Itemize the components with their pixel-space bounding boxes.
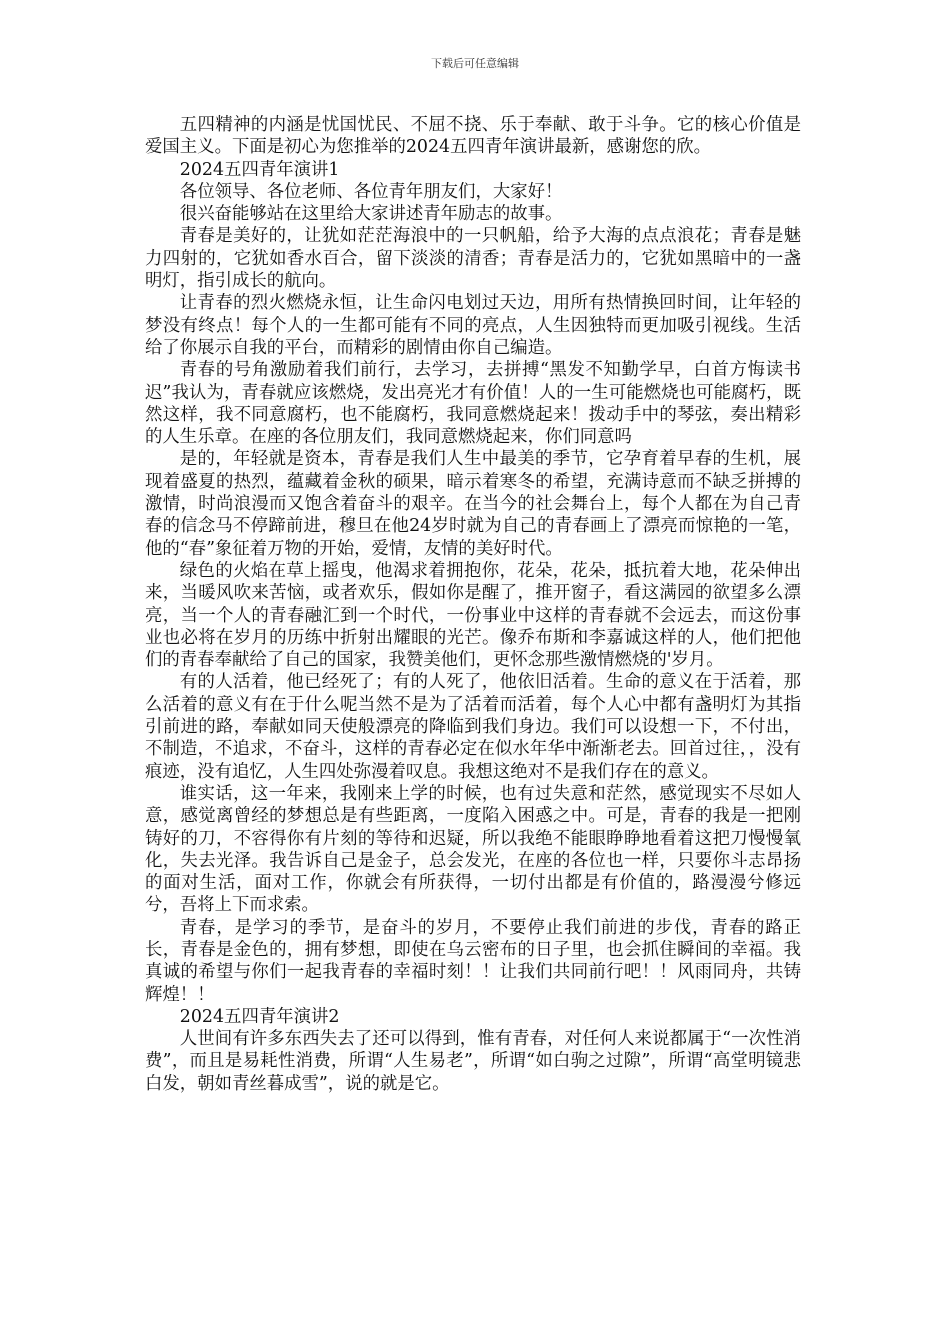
speech-1-heading: 2024五四青年演讲1 (179, 159, 340, 180)
body-paragraph: 让青春的烈火燃烧永恒，让生命闪电划过天边，用所有热情换回时间，让年轻的梦没有终点！每个人的一生都可能有不同的亮点，人生因独特而更加吸引视线。生活给了你展示自我的平台，而精彩的剧情由你自己编造。 (145, 293, 801, 358)
body-paragraph: 是的，年轻就是资本，青春是我们人生中最美的季节，它孕育着早春的生机，展现着盛夏的热烈，蕴藏着金秋的硕果，暗示着寒冬的希望，充满诗意而不缺乏拼搏的激情，时尚浪漫而又饱含着奋斗的艰辛。在当今的社会舞台上，每个人都在为自己青春的信念马不停蹄前进，穆旦在他24岁时就为自己的青春画上了漂亮而惊艳的一笔，他的“春”象征着万物的开始，爱情，友情的美好时代。 (145, 449, 801, 559)
page-header: 下载后可任意编辑 (431, 57, 519, 70)
body-paragraph: 人世间有许多东西失去了还可以得到，惟有青春，对任何人来说都属于“一次性消费”，而且是易耗性消费，所谓“人生易老”，所谓“如白驹之过隙”，所谓“高堂明镜悲白发，朝如青丝暮成雪”，说的就是它。 (145, 1029, 801, 1094)
body-paragraph: 绿色的火焰在草上摇曳，他渴求着拥抱你，花朵，花朵，抵抗着大地，花朵伸出来，当暖风吹来苦恼，或者欢乐，假如你是醒了，推开窗子，看这满园的欲望多么漂亮，当一个人的青春融汇到一个时代，一份事业中这样的青春就不会远去，而这份事业也必将在岁月的历练中折射出耀眼的光芒。像乔布斯和李嘉诚这样的人，他们把他们的青春奉献给了自己的国家，我赞美他们，更怀念那些激情燃烧的'岁月。 (145, 560, 801, 671)
greeting-paragraph: 各位领导、各位老师、各位青年朋友们，大家好！ (179, 181, 563, 202)
body-paragraph: 青春，是学习的季节，是奋斗的岁月，不要停止我们前进的步伐，青春的路正长，青春是金色的，拥有梦想，即使在乌云密布的日子里，也会抓住瞬间的幸福。我真诚的希望与你们一起我青春的幸福时刻！！让我们共同前行吧！！风雨同舟，共铸辉煌！！ (145, 917, 801, 1005)
speech-2-heading: 2024五四青年演讲2 (179, 1006, 340, 1027)
body-paragraph: 有的人活着，他已经死了；有的人死了，他依旧活着。生命的意义在于活着，那么活着的意义有在于什么呢当然不是为了活着而活着，每个人心中都有盏明灯为其指引前进的路，奉献如同天使般漂亮的降临到我们身边。我们可以设想一下，不付出，不制造，不追求，不奋斗，这样的青春必定在似水年华中渐渐老去。回首过往，，没有痕迹，没有追忆，人生四处弥漫着叹息。我想这绝对不是我们存在的意义。 (145, 672, 801, 782)
body-paragraph: 谁实话，这一年来，我刚来上学的时候，也有过失意和茫然，感觉现实不尽如人意，感觉离曾经的梦想总是有些距离，一度陷入困惑之中。可是，青春的我是一把刚铸好的刀，不容得你有片刻的等待和迟疑，所以我绝不能眼睁睁地看着这把刀慢慢氧化，失去光泽。我告诉自己是金子，总会发光，在座的各位也一样，只要你斗志昂扬的面对生活，面对工作，你就会有所获得，一切付出都是有价值的，路漫漫兮修远兮，吾将上下而求索。 (145, 783, 801, 916)
intro-paragraph: 五四精神的内涵是忧国忧民、不屈不挠、乐于奉献、敢于斗争。它的核心价值是爱国主义。下面是初心为您推举的2024五四青年演讲最新，感谢您的欣。 (145, 115, 801, 158)
body-paragraph: 青春的号角激励着我们前行，去学习，去拼搏“黑发不知勤学早，白首方悔读书迟”我认为，青春就应该燃烧，发出亮光才有价值！人的一生可能燃烧也可能腐朽，既然这样，我不同意腐朽，也不能腐朽，我同意燃烧起来！拨动手中的琴弦，奏出精彩的人生乐章。在座的各位朋友们，我同意燃烧起来，你们同意吗 (145, 360, 801, 448)
body-paragraph: 青春是美好的，让犹如茫茫海浪中的一只帆船，给予大海的点点浪花；青春是魅力四射的，它犹如香水百合，留下淡淡的清香；青春是活力的，它犹如黑暗中的一盏明灯，指引成长的航向。 (145, 226, 801, 292)
body-paragraph: 很兴奋能够站在这里给大家讲述青年励志的故事。 (179, 204, 563, 225)
document-body (145, 114, 801, 1095)
